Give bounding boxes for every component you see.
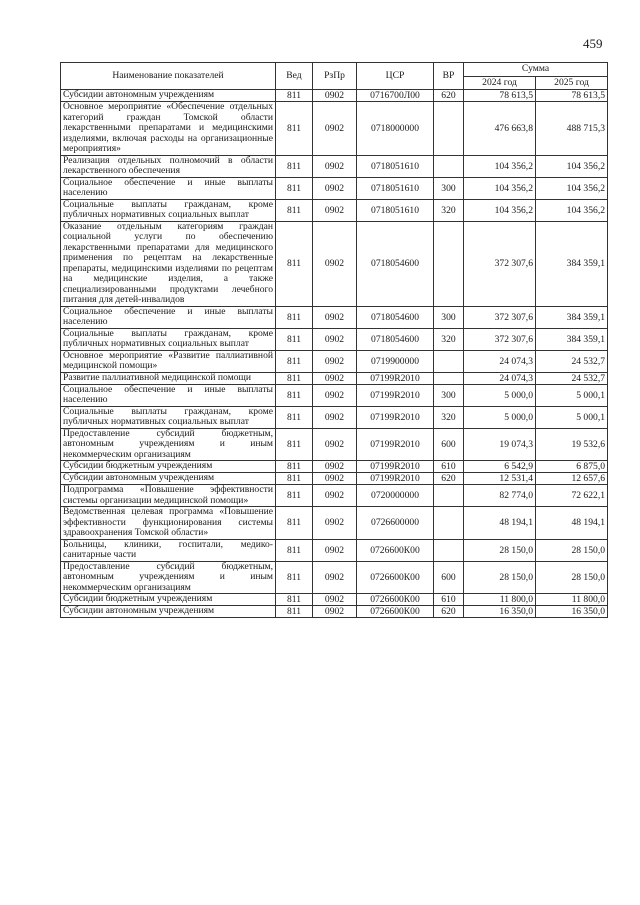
table-row xyxy=(61,606,608,618)
row-ved: 811 xyxy=(276,177,313,199)
row-vr xyxy=(434,102,464,156)
row-rzpr: 0902 xyxy=(313,606,357,618)
row-ved: 811 xyxy=(276,221,313,306)
row-csr: 0718054600 xyxy=(357,221,434,306)
row-sum-2025: 384 359,1 xyxy=(536,221,608,306)
row-sum-2025: 19 532,6 xyxy=(536,428,608,461)
row-name: Оказание отдельным категориям граждан социальной услуги по обеспечению лекарственными препаратами для медицинского применения по рецептам на лекарственные препараты, медицинскими изделиями по рецептам на медицинские изделия, а также специализированными продуктами лечебного питания для детей-инвалидов xyxy=(61,221,276,306)
row-csr: 0719900000 xyxy=(357,350,434,372)
row-sum-2024: 28 150,0 xyxy=(464,561,536,594)
table-row xyxy=(61,539,608,561)
row-name: Предоставление субсидий бюджетным, автономным учреждениям и иным некоммерческим организациям xyxy=(61,561,276,594)
row-sum-2024: 104 356,2 xyxy=(464,177,536,199)
table-row xyxy=(61,90,608,102)
row-vr: 620 xyxy=(434,90,464,102)
row-rzpr: 0902 xyxy=(313,561,357,594)
row-ved: 811 xyxy=(276,485,313,507)
table-row xyxy=(61,384,608,406)
header-2024: 2024 год xyxy=(464,76,536,90)
row-sum-2024: 24 074,3 xyxy=(464,350,536,372)
row-rzpr: 0902 xyxy=(313,594,357,606)
row-name: Ведомственная целевая программа «Повышение эффективности функционирования системы здравоохранения Томской области» xyxy=(61,507,276,540)
row-sum-2025: 6 875,0 xyxy=(536,461,608,473)
row-rzpr: 0902 xyxy=(313,102,357,156)
row-vr: 320 xyxy=(434,406,464,428)
row-ved: 811 xyxy=(276,428,313,461)
header-vr: ВР xyxy=(434,63,464,90)
table-row xyxy=(61,350,608,372)
header-csr: ЦСР xyxy=(357,63,434,90)
row-sum-2024: 82 774,0 xyxy=(464,485,536,507)
row-vr: 300 xyxy=(434,306,464,328)
row-vr xyxy=(434,155,464,177)
table-row xyxy=(61,328,608,350)
row-rzpr: 0902 xyxy=(313,328,357,350)
table-row xyxy=(61,507,608,540)
row-csr: 0726600К00 xyxy=(357,606,434,618)
row-rzpr: 0902 xyxy=(313,306,357,328)
row-name: Предоставление субсидий бюджетным, автономным учреждениям и иным некоммерческим организациям xyxy=(61,428,276,461)
row-csr: 0718054600 xyxy=(357,328,434,350)
row-ved: 811 xyxy=(276,473,313,485)
row-sum-2024: 104 356,2 xyxy=(464,155,536,177)
row-name: Подпрограмма «Повышение эффективности системы организации медицинской помощи» xyxy=(61,485,276,507)
row-vr xyxy=(434,507,464,540)
table-row xyxy=(61,199,608,221)
row-name: Развитие паллиативной медицинской помощи xyxy=(61,372,276,384)
row-ved: 811 xyxy=(276,461,313,473)
row-ved: 811 xyxy=(276,306,313,328)
row-vr: 320 xyxy=(434,199,464,221)
row-ved: 811 xyxy=(276,539,313,561)
header-sum: Сумма xyxy=(464,63,608,77)
row-name: Субсидии бюджетным учреждениям xyxy=(61,594,276,606)
row-ved: 811 xyxy=(276,102,313,156)
row-vr: 620 xyxy=(434,606,464,618)
row-vr xyxy=(434,221,464,306)
row-vr xyxy=(434,372,464,384)
row-vr: 610 xyxy=(434,461,464,473)
header-2025: 2025 год xyxy=(536,76,608,90)
header-ved: Вед xyxy=(276,63,313,90)
row-sum-2024: 372 307,6 xyxy=(464,221,536,306)
row-sum-2025: 78 613,5 xyxy=(536,90,608,102)
row-sum-2024: 24 074,3 xyxy=(464,372,536,384)
row-sum-2024: 19 074,3 xyxy=(464,428,536,461)
row-csr: 07199R2010 xyxy=(357,406,434,428)
row-sum-2025: 12 657,6 xyxy=(536,473,608,485)
row-vr: 600 xyxy=(434,428,464,461)
row-sum-2025: 72 622,1 xyxy=(536,485,608,507)
row-sum-2024: 5 000,0 xyxy=(464,384,536,406)
row-vr xyxy=(434,350,464,372)
row-ved: 811 xyxy=(276,507,313,540)
page-number: 459 xyxy=(583,36,603,51)
row-csr: 0726600К00 xyxy=(357,594,434,606)
row-sum-2025: 16 350,0 xyxy=(536,606,608,618)
row-rzpr: 0902 xyxy=(313,199,357,221)
row-ved: 811 xyxy=(276,328,313,350)
row-csr: 0718000000 xyxy=(357,102,434,156)
table-row xyxy=(61,428,608,461)
row-ved: 811 xyxy=(276,199,313,221)
row-ved: 811 xyxy=(276,384,313,406)
row-rzpr: 0902 xyxy=(313,428,357,461)
row-ved: 811 xyxy=(276,406,313,428)
row-sum-2025: 28 150,0 xyxy=(536,561,608,594)
row-vr: 320 xyxy=(434,328,464,350)
row-csr: 07199R2010 xyxy=(357,428,434,461)
row-sum-2024: 476 663,8 xyxy=(464,102,536,156)
row-sum-2024: 372 307,6 xyxy=(464,306,536,328)
row-sum-2024: 28 150,0 xyxy=(464,539,536,561)
row-name: Больницы, клиники, госпитали, медико-санитарные части xyxy=(61,539,276,561)
row-vr: 300 xyxy=(434,177,464,199)
row-csr: 07199R2010 xyxy=(357,461,434,473)
row-rzpr: 0902 xyxy=(313,372,357,384)
row-rzpr: 0902 xyxy=(313,461,357,473)
row-csr: 0718054600 xyxy=(357,306,434,328)
header-row xyxy=(61,63,608,77)
row-vr: 600 xyxy=(434,561,464,594)
table-row xyxy=(61,461,608,473)
row-name: Социальные выплаты гражданам, кроме публичных нормативных социальных выплат xyxy=(61,406,276,428)
row-rzpr: 0902 xyxy=(313,90,357,102)
row-sum-2025: 104 356,2 xyxy=(536,177,608,199)
row-sum-2024: 5 000,0 xyxy=(464,406,536,428)
row-sum-2025: 488 715,3 xyxy=(536,102,608,156)
row-csr: 0726600К00 xyxy=(357,539,434,561)
row-csr: 0716700Л00 xyxy=(357,90,434,102)
row-rzpr: 0902 xyxy=(313,507,357,540)
row-name: Социальное обеспечение и иные выплаты населению xyxy=(61,306,276,328)
row-name: Социальные выплаты гражданам, кроме публичных нормативных социальных выплат xyxy=(61,328,276,350)
row-sum-2025: 24 532,7 xyxy=(536,350,608,372)
row-name: Субсидии автономным учреждениям xyxy=(61,90,276,102)
table-row xyxy=(61,155,608,177)
row-sum-2025: 384 359,1 xyxy=(536,306,608,328)
row-ved: 811 xyxy=(276,350,313,372)
table-row xyxy=(61,177,608,199)
row-sum-2024: 6 542,9 xyxy=(464,461,536,473)
budget-table xyxy=(60,62,608,618)
row-name: Социальное обеспечение и иные выплаты населению xyxy=(61,384,276,406)
table-row xyxy=(61,221,608,306)
row-sum-2025: 5 000,1 xyxy=(536,406,608,428)
row-ved: 811 xyxy=(276,561,313,594)
row-name: Социальные выплаты гражданам, кроме публичных нормативных социальных выплат xyxy=(61,199,276,221)
row-vr xyxy=(434,485,464,507)
row-csr: 0718051610 xyxy=(357,177,434,199)
header-rzpr: РзПр xyxy=(313,63,357,90)
row-csr: 07199R2010 xyxy=(357,473,434,485)
row-name: Социальное обеспечение и иные выплаты населению xyxy=(61,177,276,199)
row-ved: 811 xyxy=(276,90,313,102)
table-row xyxy=(61,561,608,594)
row-rzpr: 0902 xyxy=(313,473,357,485)
row-rzpr: 0902 xyxy=(313,406,357,428)
row-csr: 0720000000 xyxy=(357,485,434,507)
row-vr: 610 xyxy=(434,594,464,606)
row-csr: 0718051610 xyxy=(357,199,434,221)
row-name: Субсидии автономным учреждениям xyxy=(61,606,276,618)
table-row xyxy=(61,372,608,384)
row-rzpr: 0902 xyxy=(313,539,357,561)
row-rzpr: 0902 xyxy=(313,177,357,199)
table-row xyxy=(61,102,608,156)
row-rzpr: 0902 xyxy=(313,350,357,372)
table-row xyxy=(61,594,608,606)
row-csr: 0718051610 xyxy=(357,155,434,177)
row-rzpr: 0902 xyxy=(313,384,357,406)
row-name: Реализация отдельных полномочий в области лекарственного обеспечения xyxy=(61,155,276,177)
row-csr: 0726600000 xyxy=(357,507,434,540)
table-row xyxy=(61,306,608,328)
row-name: Субсидии бюджетным учреждениям xyxy=(61,461,276,473)
row-ved: 811 xyxy=(276,155,313,177)
row-sum-2024: 12 531,4 xyxy=(464,473,536,485)
row-rzpr: 0902 xyxy=(313,155,357,177)
row-sum-2025: 104 356,2 xyxy=(536,199,608,221)
row-name: Субсидии автономным учреждениям xyxy=(61,473,276,485)
row-sum-2024: 16 350,0 xyxy=(464,606,536,618)
row-sum-2024: 48 194,1 xyxy=(464,507,536,540)
row-sum-2024: 372 307,6 xyxy=(464,328,536,350)
row-ved: 811 xyxy=(276,594,313,606)
row-rzpr: 0902 xyxy=(313,485,357,507)
row-vr xyxy=(434,539,464,561)
row-rzpr: 0902 xyxy=(313,221,357,306)
row-vr: 300 xyxy=(434,384,464,406)
header-name: Наименование показателей xyxy=(61,63,276,90)
row-ved: 811 xyxy=(276,372,313,384)
row-sum-2025: 48 194,1 xyxy=(536,507,608,540)
row-sum-2024: 78 613,5 xyxy=(464,90,536,102)
row-csr: 07199R2010 xyxy=(357,372,434,384)
row-vr: 620 xyxy=(434,473,464,485)
row-name: Основное мероприятие «Обеспечение отдельных категорий граждан Томской области лекарственными препаратами и медицинскими изделиями, включая расходы на организационные мероприятия» xyxy=(61,102,276,156)
row-csr: 07199R2010 xyxy=(357,384,434,406)
table-row xyxy=(61,406,608,428)
row-sum-2025: 104 356,2 xyxy=(536,155,608,177)
row-sum-2024: 11 800,0 xyxy=(464,594,536,606)
row-sum-2025: 5 000,1 xyxy=(536,384,608,406)
row-sum-2024: 104 356,2 xyxy=(464,199,536,221)
row-sum-2025: 384 359,1 xyxy=(536,328,608,350)
row-csr: 0726600К00 xyxy=(357,561,434,594)
row-sum-2025: 28 150,0 xyxy=(536,539,608,561)
row-sum-2025: 24 532,7 xyxy=(536,372,608,384)
table-row xyxy=(61,473,608,485)
table-row xyxy=(61,485,608,507)
row-name: Основное мероприятие «Развитие паллиативной медицинской помощи» xyxy=(61,350,276,372)
row-sum-2025: 11 800,0 xyxy=(536,594,608,606)
row-ved: 811 xyxy=(276,606,313,618)
